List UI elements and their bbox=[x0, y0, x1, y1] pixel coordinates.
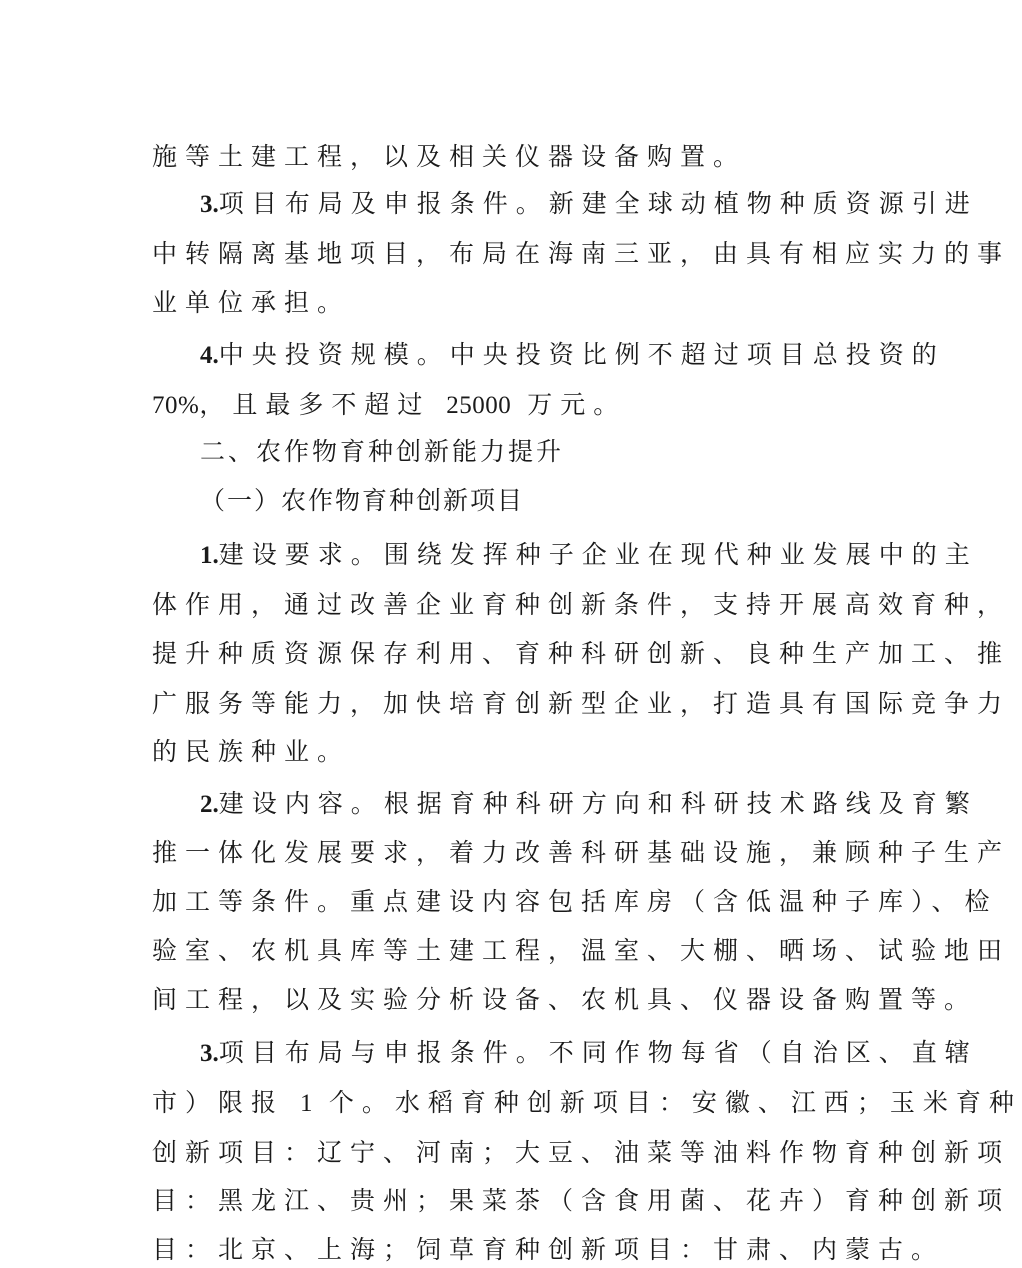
numbered-paragraph-start bbox=[200, 186, 978, 222]
text-line bbox=[152, 884, 998, 920]
item-number: 1. bbox=[200, 542, 219, 569]
text-line bbox=[152, 236, 1011, 272]
text-line bbox=[152, 982, 978, 1018]
text-line bbox=[152, 686, 1011, 722]
text-line bbox=[152, 1135, 1011, 1171]
subsection-heading bbox=[200, 483, 842, 519]
text-line bbox=[152, 139, 842, 175]
heading-text: 二、农作物育种创新能力提升 bbox=[200, 437, 565, 466]
text-line bbox=[152, 636, 1011, 672]
numbered-paragraph-start bbox=[200, 537, 978, 573]
line-text: 广服务等能力，加快培育创新型企业，打造具有国际竞争力 bbox=[152, 689, 1011, 718]
line-text: 万元。 bbox=[511, 390, 627, 419]
numbered-paragraph-start bbox=[200, 786, 978, 822]
text-line bbox=[152, 1232, 945, 1268]
item-number: 3. bbox=[200, 191, 219, 218]
text-line bbox=[152, 933, 1011, 969]
line-text: 项目布局与申报条件。不同作物每省（自治区、直辖 bbox=[218, 1038, 978, 1067]
line-text: 目：黑龙江、贵州；果菜茶（含食用菌、花卉）育种创新项 bbox=[152, 1186, 1011, 1215]
text-line bbox=[152, 1085, 1022, 1121]
text-line bbox=[152, 387, 842, 423]
item-number: 3. bbox=[200, 1040, 219, 1067]
text-line bbox=[152, 835, 1011, 871]
line-text: 间工程，以及实验分析设备、农机具、仪器设备购置等。 bbox=[152, 985, 978, 1014]
line-text: 创新项目：辽宁、河南；大豆、油菜等油料作物育种创新项 bbox=[152, 1138, 1011, 1167]
numbered-paragraph-start bbox=[200, 1035, 978, 1071]
line-text: 中央投资规模。中央投资比例不超过项目总投资的 bbox=[218, 340, 945, 369]
line-text: 个。水稻育种创新项目：安徽、江西；玉米育种 bbox=[312, 1088, 1022, 1117]
line-text: ，且最多不超过 bbox=[199, 390, 447, 419]
line-text: 市）限报 bbox=[152, 1088, 300, 1117]
text-line bbox=[152, 1183, 1011, 1219]
line-text: 推一体化发展要求，着力改善科研基础设施，兼顾种子生产 bbox=[152, 838, 1011, 867]
line-text: 提升种质资源保存利用、育种科研创新、良种生产加工、推 bbox=[152, 639, 1011, 668]
text-line bbox=[152, 285, 842, 321]
item-number: 4. bbox=[200, 342, 219, 369]
line-text: 项目布局及申报条件。新建全球动植物种质资源引进 bbox=[218, 189, 978, 218]
line-text: 验室、农机具库等土建工程，温室、大棚、晒场、试验地田 bbox=[152, 936, 1011, 965]
line-text: 中转隔离基地项目，布局在海南三亚，由具有相应实力的事 bbox=[152, 239, 1011, 268]
numbered-paragraph-start bbox=[200, 337, 945, 373]
line-text: 目：北京、上海；饲草育种创新项目：甘肃、内蒙古。 bbox=[152, 1235, 945, 1264]
amount-value: 25000 bbox=[446, 392, 512, 419]
line-text: 施等土建工程，以及相关仪器设备购置。 bbox=[152, 142, 747, 171]
section-heading bbox=[200, 434, 842, 470]
text-line bbox=[152, 587, 1011, 623]
item-number: 2. bbox=[200, 791, 219, 818]
text-line bbox=[152, 734, 842, 770]
line-text: 建设要求。围绕发挥种子企业在现代种业发展中的主 bbox=[218, 540, 978, 569]
count-value: 1 bbox=[299, 1090, 313, 1117]
line-text: 体作用，通过改善企业育种创新条件，支持开展高效育种， bbox=[152, 590, 1011, 619]
line-text: 的民族种业。 bbox=[152, 737, 351, 766]
heading-text: （一）农作物育种创新项目 bbox=[200, 486, 525, 515]
line-text: 加工等条件。重点建设内容包括库房（含低温种子库）、检 bbox=[152, 887, 998, 916]
line-text: 建设内容。根据育种科研方向和科研技术路线及育繁 bbox=[218, 789, 978, 818]
percent-value: 70% bbox=[152, 392, 200, 419]
line-text: 业单位承担。 bbox=[152, 288, 351, 317]
